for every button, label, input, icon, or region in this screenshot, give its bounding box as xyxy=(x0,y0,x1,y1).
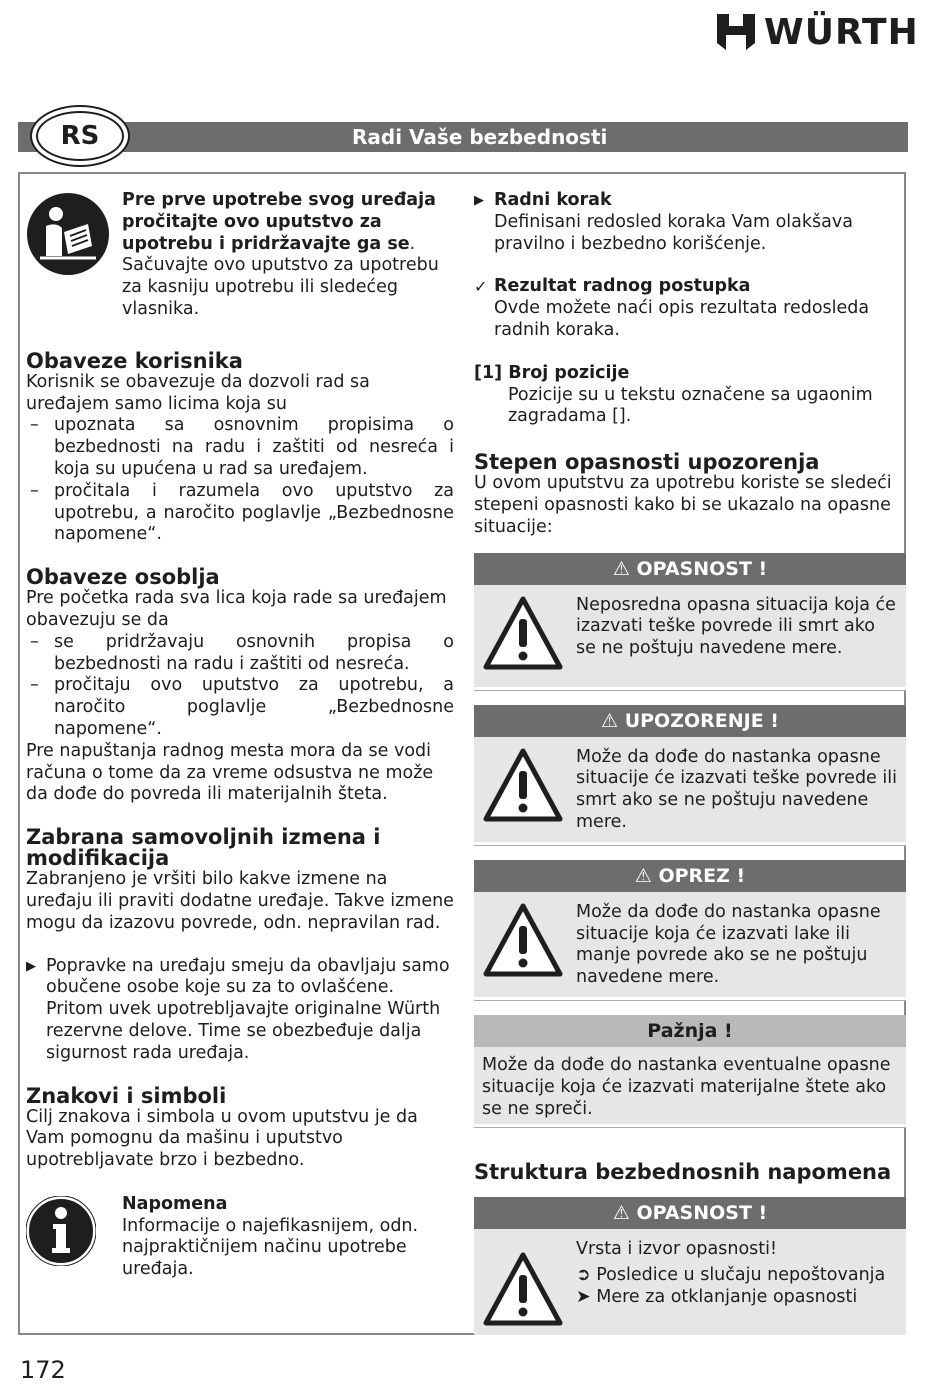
section-title-hazard-levels: Stepen opasnosti upozorenja xyxy=(474,450,820,475)
work-step-legend xyxy=(474,190,906,255)
warning-triangle-icon: ⚠ xyxy=(634,864,652,887)
result-title: Rezultat radnog postupka xyxy=(494,276,751,297)
structure-line-2: Posledice u slučaju nepoštovanja xyxy=(596,1265,886,1286)
caution-header xyxy=(474,860,906,892)
list-item: – pročitaju ovo uputstvo za upotrebu, a naročito poglavlje „Bezbednosne napomene“. xyxy=(26,675,454,740)
intro-period: . xyxy=(409,233,416,254)
right-column xyxy=(474,190,906,1335)
list-item: – se pridržavaju osnovnih propisa o bezbednosti na radu i zaštiti od nesreća. xyxy=(26,632,454,676)
notice-box xyxy=(474,1015,906,1128)
chevron-right-icon: ➤ xyxy=(576,1286,591,1307)
page-number: 172 xyxy=(20,1356,66,1384)
repair-step-text: Popravke na uređaju smeju da obavljaju samo obučene osobe koje su za to ovlašćene. Pritom uvek upotrebljavajte originalne Würth rezervne delove. Time se obezbeđuje dalja sigurnost rada uređaja. xyxy=(46,955,450,1063)
note-block xyxy=(26,1194,454,1281)
user-obligations-list xyxy=(26,415,454,546)
triangle-bullet-icon: ▶ xyxy=(474,193,484,208)
wurth-logo-mark xyxy=(716,13,756,53)
staff-obligations-text: Pre početka rada sva lica koja rade sa uređajem obavezuju se da xyxy=(26,588,447,630)
caution-text: Može da dođe do nastanka opasne situacije koja će izazvati lake ili manje povrede ako se ne poštuju navedene mere. xyxy=(576,901,881,988)
page-title: Radi Vaše bezbednosti xyxy=(352,125,608,149)
warning-triangle-icon: ⚠ xyxy=(612,557,630,580)
brand-name: WÜRTH xyxy=(764,12,919,53)
language-badge: RS xyxy=(36,111,124,161)
section-title-signs: Znakovi i simboli xyxy=(26,1083,227,1108)
caution-label: OPREZ ! xyxy=(658,864,746,887)
work-step-title: Radni korak xyxy=(494,190,612,210)
warning-box xyxy=(474,705,906,846)
danger-box xyxy=(474,553,906,691)
danger-header xyxy=(474,553,906,585)
warning-triangle-icon: ⚠ xyxy=(601,709,619,732)
danger-text: Neposredna opasna situacija koja će izazvati teške povrede ili smrt ako se ne poštuju navedene mere. xyxy=(576,594,896,659)
user-obligations-text: Korisnik se obavezuje da dozvoli rad sa uređajem samo licima koja su xyxy=(26,371,370,414)
hazard-levels-text: U ovom uputstvu za upotrebu koriste se sledeći stepeni opasnosti kako bi se ukazalo na opasne situacije: xyxy=(474,473,892,537)
caution-box xyxy=(474,860,906,1001)
left-column xyxy=(26,190,454,1281)
position-text: Pozicije su u tekstu označene sa ugaonim zagradama []. xyxy=(508,384,873,427)
triangle-bullet-icon: ▶ xyxy=(26,958,36,974)
list-item: – upoznata sa osnovnim propisima o bezbednosti na radu i zaštiti od nesreća i koja su upućena u rad sa uređajem. xyxy=(26,415,454,480)
signs-text: Cilj znakova i simbola u ovom uputstvu je da Vam pomognu da mašinu i uputstvo upotrebljavate brzo i bezbedno. xyxy=(26,1106,418,1171)
position-title: [1] Broj pozicije xyxy=(474,362,630,383)
intro-rest: Sačuvajte ovo uputstvo za upotrebu za kasniju upotrebu ili sledećeg vlasnika. xyxy=(122,255,439,319)
structure-label: OPASNOST ! xyxy=(636,1202,768,1225)
intro-block xyxy=(26,190,454,321)
section-title-structure: Struktura bezbednosnih napomena xyxy=(474,1160,892,1185)
notice-text: Može da dođe do nastanka eventualne opasne situacije koja će izazvati materijalne štete ako se ne spreči. xyxy=(482,1054,891,1119)
info-icon xyxy=(26,1196,96,1266)
section-title-user-obligations: Obaveze korisnika xyxy=(26,348,243,373)
work-step-text: Definisani redosled koraka Vam olakšava pravilno i bezbedno korišćenje. xyxy=(494,211,853,254)
warning-triangle-icon xyxy=(482,1251,564,1327)
warning-triangle-icon: ⚠ xyxy=(612,1202,630,1225)
title-bar xyxy=(18,122,908,152)
warning-text: Može da dođe do nastanka opasne situacije će izazvati teške povrede ili smrt ako se ne poštuju navedene mere. xyxy=(576,746,897,832)
notice-header: Pažnja ! xyxy=(474,1015,906,1047)
repair-step xyxy=(26,956,454,1065)
warning-label: UPOZORENJE ! xyxy=(624,709,779,732)
note-text: Informacije o najefikasnijem, odn. najpraktičnijem načinu upotrebe uređaja. xyxy=(122,1215,419,1280)
hook-arrow-icon: ➲ xyxy=(576,1265,591,1286)
warning-triangle-icon xyxy=(482,595,564,671)
read-manual-icon xyxy=(26,192,110,276)
structure-box xyxy=(474,1197,906,1335)
section-title-modifications: Zabrana samovoljnih izmena i modifikacija xyxy=(26,825,381,871)
staff-obligations-list xyxy=(26,632,454,741)
warning-header xyxy=(474,705,906,737)
result-legend xyxy=(474,276,906,341)
intro-bold: Pre prve upotrebe svog uređaja pročitajte ovo uputstvo za upotrebu i pridržavajte ga se xyxy=(122,190,436,254)
danger-label: OPASNOST ! xyxy=(636,557,768,580)
position-legend xyxy=(474,363,906,428)
warning-triangle-icon xyxy=(482,902,564,978)
list-item: – pročitala i razumela ovo uputstvo za upotrebu, a naročito poglavlje „Bezbednosne napomene“. xyxy=(26,481,454,546)
note-title: Napomena xyxy=(122,1193,228,1214)
structure-header xyxy=(474,1197,906,1229)
staff-obligations-after: Pre napuštanja radnog mesta mora da se vodi računa o tome da za vreme odsustva ne može da dođe do povreda ili materijalnih šteta. xyxy=(26,740,434,805)
warning-triangle-icon xyxy=(482,747,564,823)
checkmark-icon: ✓ xyxy=(474,277,488,297)
structure-line-1: Vrsta i izvor opasnosti! xyxy=(576,1239,778,1260)
structure-line-3: Mere za otklanjanje opasnosti xyxy=(596,1286,858,1307)
section-title-staff-obligations: Obaveze osoblja xyxy=(26,565,220,590)
wurth-logo xyxy=(716,12,919,53)
modifications-text: Zabranjeno je vršiti bilo kakve izmene na uređaju ili praviti dodatne uređaje. Takve izmene mogu da izazovu povrede, odn. nepravilan rad. xyxy=(26,869,454,933)
result-text: Ovde možete naći opis rezultata redosleda radnih koraka. xyxy=(494,298,870,340)
